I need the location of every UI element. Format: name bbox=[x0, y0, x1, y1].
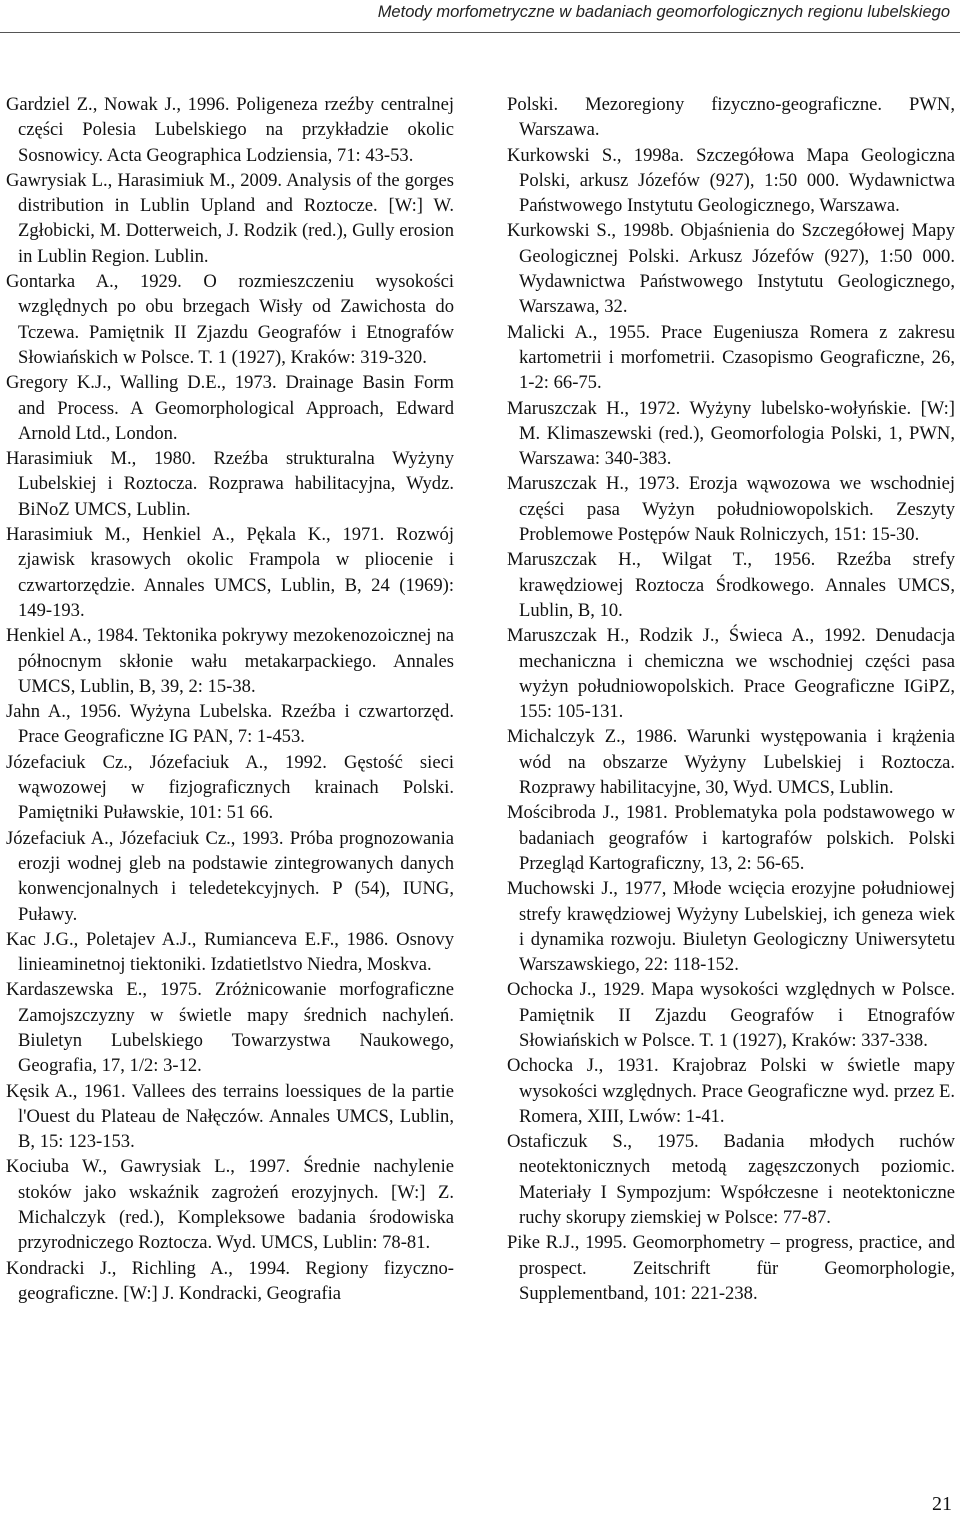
reference-entry: Józefaciuk A., Józefaciuk Cz., 1993. Próba prognozowania erozji wodnej gleb na podstawie zintegrowanych danych konwencjonalnych i teledetekcyjnych. P (54), IUNG, Puławy. bbox=[6, 827, 454, 925]
reference-entry: Kondracki J., Richling A., 1994. Regiony fizyczno-geograficzne. [W:] J. Kondracki, Geografia bbox=[6, 1257, 454, 1304]
reference-entry: Kęsik A., 1961. Vallees des terrains loessiques de la partie l'Ouest du Plateau de Nałęczów. Annales UMCS, Lublin, B, 15: 123-153. bbox=[6, 1080, 454, 1153]
reference-entry: Kardaszewska E., 1975. Zróżnicowanie morfograficzne Zamojszczyzny w świetle mapy średnich nachyleń. Biuletyn Lubelskiego Towarzystwa Naukowego, Geografia, 17, 1/2: 3-12. bbox=[6, 979, 454, 1077]
header-divider bbox=[0, 32, 960, 33]
reference-entry: Maruszczak H., Wilgat T., 1956. Rzeźba strefy krawędziowej Roztocza Środkowego. Annales UMCS, Lublin, B, 10. bbox=[507, 549, 955, 621]
reference-entry: Maruszczak H., Rodzik J., Świeca A., 1992. Denudacja mechaniczna i chemiczna we wschodniej części pasa wyżyn południowopolskich. Prace Geograficzne IGiPZ, 155: 105-131. bbox=[507, 625, 955, 723]
running-header-title: Metody morfometryczne w badaniach geomorfologicznych regionu lubelskiego bbox=[377, 3, 950, 21]
bibliography-right-column bbox=[507, 92, 955, 1306]
reference-entry: Harasimiuk M., Henkiel A., Pękala K., 1971. Rozwój zjawisk krasowych okolic Frampola w pliocenie i czwartorzędzie. Annales UMCS, Lublin, B, 24 (1969): 149-193. bbox=[6, 524, 454, 621]
reference-entry: Kociuba W., Gawrysiak L., 1997. Średnie nachylenie stoków jako wskaźnik zagrożeń erozyjnych. [W:] Z. Michalczyk (red.), Kompleksowe badania środowiska przyrodniczego Roztocza. Wyd. UMCS, Lublin: 78-81. bbox=[6, 1156, 454, 1254]
reference-entry: Kurkowski S., 1998a. Szczegółowa Mapa Geologiczna Polski, arkusz Józefów (927), 1:50 000. Wydawnictwa Państwowego Instytutu Geologicznego, Warszawa. bbox=[507, 144, 955, 217]
reference-entry: Mościbroda J., 1981. Problematyka pola podstawowego w badaniach geografów i kartografów polskich. Polski Przegląd Kartograficzny, 13, 2: 56-65. bbox=[507, 802, 955, 874]
reference-entry: Gawrysiak L., Harasimiuk M., 2009. Analysis of the gorges distribution in Lublin Upland and Roztocze. [W:] W. Zgłobicki, M. Dotterweich, J. Rodzik (red.), Gully erosion in Lublin Region. Lublin. bbox=[6, 169, 454, 267]
reference-entry: Józefaciuk Cz., Józefaciuk A., 1992. Gęstość sieci wąwozowej w fizjograficznych krainach Polski. Pamiętniki Puławskie, 101: 51 66. bbox=[6, 751, 454, 824]
reference-entry: Henkiel A., 1984. Tektonika pokrywy mezokenozoicznej na północnym skłonie wału metakarpackiego. Annales UMCS, Lublin, B, 39, 2: 15-38. bbox=[6, 625, 454, 697]
page-number: 21 bbox=[932, 1493, 952, 1515]
reference-entry: Malicki A., 1955. Prace Eugeniusza Romera z zakresu kartometrii i morfometrii. Czasopismo Geograficzne, 26, 1-2: 66-75. bbox=[507, 321, 955, 394]
reference-entry: Gardziel Z., Nowak J., 1996. Poligeneza rzeźby centralnej części Polesia Lubelskiego na przykładzie okolic Sosnowicy. Acta Geographica Lodziensia, 71: 43-53. bbox=[6, 94, 454, 166]
reference-entry: Kurkowski S., 1998b. Objaśnienia do Szczegółowej Mapy Geologicznej Polski. Arkusz Józefów (927), 1:50 000. Wydawnictwa Państwowego Instytutu Geologicznego, Warszawa, 32. bbox=[507, 220, 955, 318]
reference-entry: Ochocka J., 1929. Mapa wysokości względnych w Polsce. Pamiętnik II Zjazdu Geografów i Etnografów Słowiańskich w Polsce. T. 1 (1927), Kraków: 337-338. bbox=[507, 979, 955, 1051]
reference-entry: Maruszczak H., 1972. Wyżyny lubelsko-wołyńskie. [W:] M. Klimaszewski (red.), Geomorfologia Polski, 1, PWN, Warszawa: 340-383. bbox=[507, 397, 955, 470]
reference-entry: Gregory K.J., Walling D.E., 1973. Drainage Basin Form and Process. A Geomorphological Approach, Edward Arnold Ltd., London. bbox=[6, 372, 454, 444]
bibliography-left-column bbox=[6, 92, 454, 1306]
reference-entry: Pike R.J., 1995. Geomorphometry – progress, practice, and prospect. Zeitschrift für Geomorphologie, Supplementband, 101: 221-238. bbox=[507, 1232, 955, 1304]
reference-entry-continuation: Polski. Mezoregiony fizyczno-geograficzne. PWN, Warszawa. bbox=[507, 94, 955, 141]
reference-entry: Kac J.G., Poletajev A.J., Rumianceva E.F., 1986. Osnovy linieaminetnoj tiektoniki. Izdatietlstvo Niedra, Moskva. bbox=[6, 928, 454, 976]
reference-entry: Ostaficzuk S., 1975. Badania młodych ruchów neotektonicznych metodą zagęszczonych poziomic. Materiały I Sympozjum: Współczesne i neotektoniczne ruchy skorupy ziemskiej w Polsce: 77-87. bbox=[507, 1131, 955, 1229]
reference-entry: Maruszczak H., 1973. Erozja wąwozowa we wschodniej części pasa Wyżyn południowopolskich. Zeszyty Problemowe Postępów Nauk Rolniczych, 151: 15-30. bbox=[507, 473, 955, 546]
reference-entry: Muchowski J., 1977, Młode wcięcia erozyjne południowej strefy krawędziowej Wyżyny Lubelskiej, ich geneza wiek i dynamika rozwoju. Biuletyn Geologiczny Uniwersytetu Warszawskiego, 22: 118-152. bbox=[507, 878, 955, 976]
reference-entry: Michalczyk Z., 1986. Warunki występowania i krążenia wód na obszarze Wyżyny Lubelskiej i Roztocza. Rozprawy habilitacyjne, 30, Wyd. UMCS, Lublin. bbox=[507, 726, 955, 799]
reference-entry: Gontarka A., 1929. O rozmieszczeniu wysokości względnych po obu brzegach Wisły od Zawichosta do Tczewa. Pamiętnik II Zjazdu Geografów i Etnografów Słowiańskich w Polsce. T. 1 (1927), Kraków: 319-320. bbox=[6, 271, 454, 368]
reference-entry: Jahn A., 1956. Wyżyna Lubelska. Rzeźba i czwartorzęd. Prace Geograficzne IG PAN, 7: 1-453. bbox=[6, 701, 454, 748]
reference-entry: Harasimiuk M., 1980. Rzeźba strukturalna Wyżyny Lubelskiej i Roztocza. Rozprawa habilitacyjna, Wydz. BiNoZ UMCS, Lublin. bbox=[6, 448, 454, 520]
reference-entry: Ochocka J., 1931. Krajobraz Polski w świetle mapy wysokości względnych. Prace Geograficzne wyd. przez E. Romera, XIII, Lwów: 1-41. bbox=[507, 1055, 955, 1127]
